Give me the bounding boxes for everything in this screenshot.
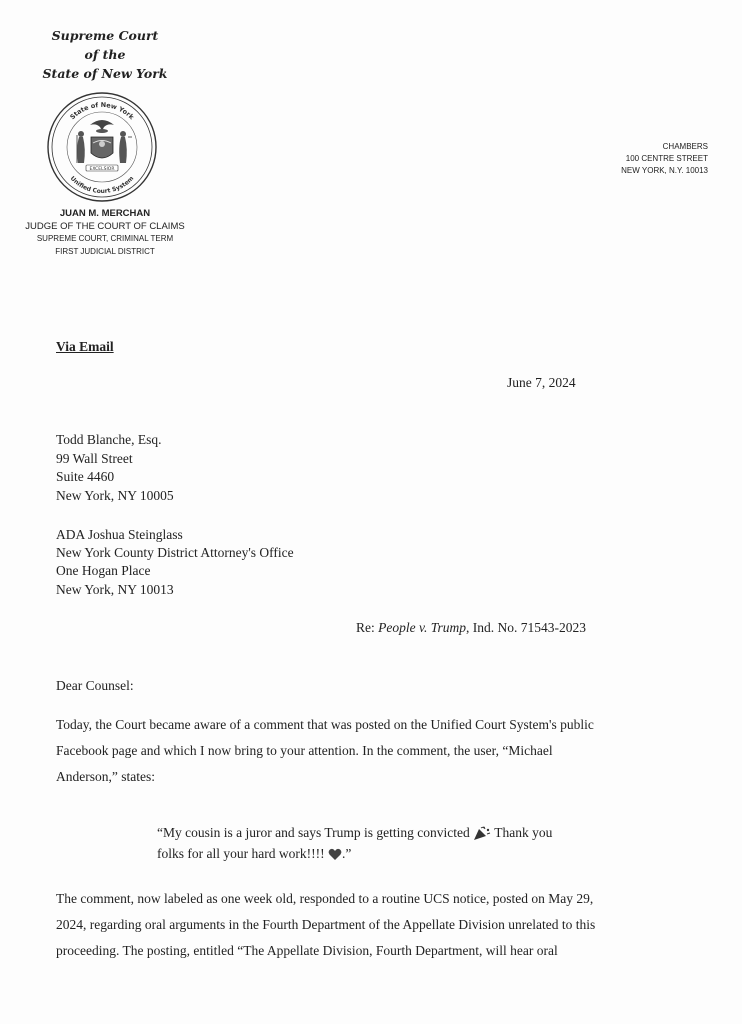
chambers-street: 100 CENTRE STREET [625, 154, 708, 163]
recipient1-line: New York, NY 10005 [56, 488, 174, 503]
recipient2-line: New York, NY 10013 [56, 582, 174, 597]
re-index-number: , Ind. No. 71543-2023 [466, 620, 586, 635]
court-name-line2: of the [84, 47, 126, 62]
judge-district: FIRST JUDICIAL DISTRICT [55, 247, 155, 256]
paragraph-1 [56, 712, 716, 790]
paragraph-line: The comment, now labeled as one week old, responded to a routine UCS notice, posted on May 29, [56, 891, 594, 906]
paragraph-line: 2024, regarding oral arguments in the Fourth Department of the Appellate Division unrelated to this [56, 917, 596, 932]
quote-text: folks for all your hard work!!!! [157, 846, 328, 861]
paragraph-2 [56, 886, 716, 964]
paragraph-line: Today, the Court became aware of a comment that was posted on the Unified Court System's public [56, 717, 594, 732]
letter-date: June 7, 2024 [507, 375, 576, 390]
re-line [356, 620, 586, 636]
party-popper-icon [473, 826, 491, 841]
judge-court: SUPREME COURT, CRIMINAL TERM [36, 234, 174, 243]
delivery-method: Via Email [56, 339, 114, 354]
salutation: Dear Counsel: [56, 678, 134, 693]
svg-text:Unified Court System [69, 175, 136, 195]
svg-text:State of New York [68, 101, 136, 122]
judge-name: JUAN M. MERCHAN [59, 208, 151, 219]
paragraph-line: Anderson,” states: [56, 769, 155, 784]
quote-line-1 [157, 822, 637, 843]
seal-motto: EXCELSIOR [89, 167, 115, 172]
recipient1-line: Suite 4460 [56, 469, 115, 484]
recipient1-line: 99 Wall Street [56, 451, 133, 466]
paragraph-line: proceeding. The posting, entitled “The Appellate Division, Fourth Department, will hear oral [56, 943, 558, 958]
chambers-city: NEW YORK, N.Y. 10013 [621, 166, 708, 175]
seal-bottom-text: Unified Court System [68, 175, 136, 196]
paragraph-line: Facebook page and which I now bring to your attention. In the comment, the user, “Michael [56, 743, 553, 758]
judge-title: JUDGE OF THE COURT OF CLAIMS [25, 221, 185, 232]
re-case-name: People v. Trump [378, 620, 466, 635]
recipient2-line: ADA Joshua Steinglass [56, 527, 183, 542]
court-name-line3: State of New York [42, 66, 168, 81]
quote-text-end: .” [341, 846, 352, 861]
quoted-comment [157, 822, 637, 864]
re-prefix: Re: [356, 620, 375, 635]
seal-top-text: State of New York [68, 100, 136, 122]
court-seal-icon [46, 91, 158, 203]
court-name-line1: Supreme Court [51, 28, 159, 43]
recipient2-line: New York County District Attorney's Office [56, 545, 294, 560]
chambers-label: CHAMBERS [662, 142, 708, 151]
quote-line-2 [157, 843, 637, 864]
quote-text-end: Thank you [491, 825, 553, 840]
recipient2-line: One Hogan Place [56, 563, 151, 578]
recipient1-line: Todd Blanche, Esq. [56, 432, 162, 447]
heart-icon [328, 848, 342, 861]
quote-text: “My cousin is a juror and says Trump is getting convicted [157, 825, 470, 840]
